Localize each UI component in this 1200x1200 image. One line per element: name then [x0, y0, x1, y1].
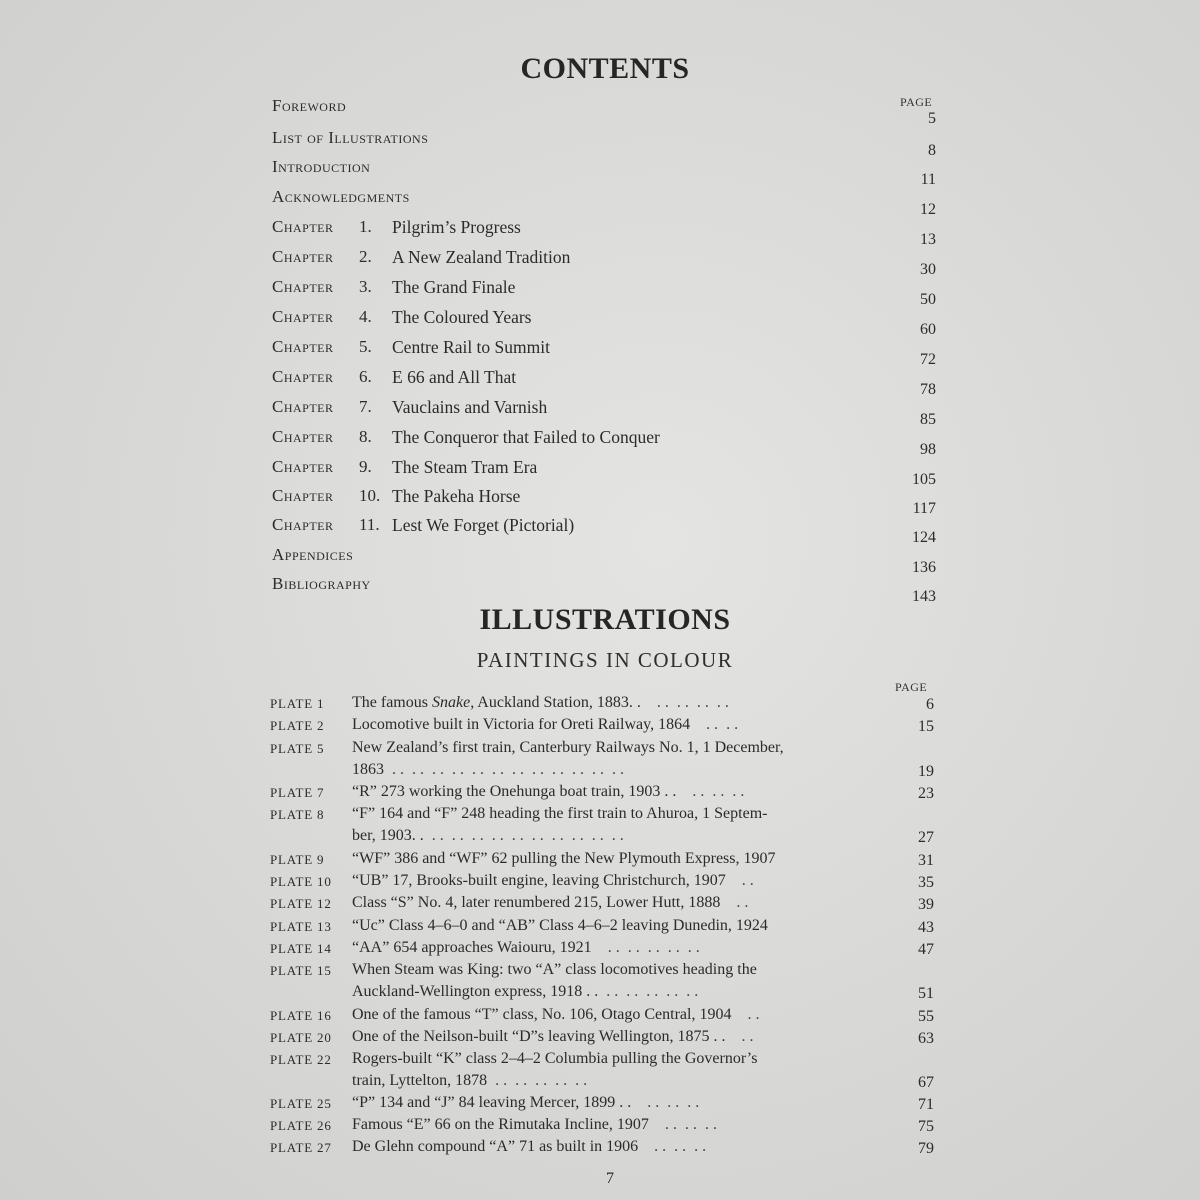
- plate-caption: “AA” 654 approaches Waiouru, 1921 . . . . . . . . . .: [352, 939, 700, 956]
- toc-page-number: 12: [920, 201, 936, 218]
- leader-dots: . .: [725, 1028, 754, 1045]
- plate-label: PLATE 16: [270, 1008, 332, 1023]
- illustrations-heading: ILLUSTRATIONS: [479, 603, 731, 636]
- toc-page-number: 8: [928, 142, 936, 159]
- plate-page-number: 71: [918, 1096, 934, 1113]
- plate-page-number: 67: [918, 1074, 934, 1091]
- plate-caption: New Zealand’s first train, Canterbury Railways No. 1, 1 December,: [352, 739, 784, 756]
- plate-caption: One of the famous “T” class, No. 106, Otago Central, 1904 . .: [352, 1006, 760, 1023]
- plate-page-number: 39: [918, 896, 934, 913]
- toc-chapter-number: 3.: [359, 277, 372, 296]
- contents-heading: CONTENTS: [520, 52, 690, 85]
- leader-dots: . . . . . .: [676, 783, 745, 800]
- leader-dots: . . . . . . . .: [640, 694, 729, 711]
- plate-caption: “WF” 386 and “WF” 62 pulling the New Plymouth Express, 1907: [352, 850, 776, 867]
- plate-label: PLATE 20: [270, 1030, 332, 1045]
- toc-entry-label: Chapter: [272, 367, 334, 386]
- toc-page-number: 11: [920, 171, 936, 188]
- plate-caption: “P” 134 and “J” 84 leaving Mercer, 1899 . . . . . . . .: [352, 1094, 700, 1111]
- contents-page-heading: PAGE: [900, 95, 933, 109]
- toc-chapter-title: Centre Rail to Summit: [392, 337, 550, 357]
- toc-page-number: 136: [912, 559, 936, 576]
- plate-page-number: 75: [918, 1118, 934, 1135]
- leader-dots: . . . .: [690, 716, 739, 733]
- toc-chapter-number: 6.: [359, 367, 372, 386]
- toc-page-number: 72: [920, 351, 936, 368]
- toc-entry-label: Chapter: [272, 217, 334, 236]
- plate-caption: “R” 273 working the Onehunga boat train, 1903 . . . . . . . .: [352, 783, 745, 800]
- plate-caption: “F” 164 and “F” 248 heading the first train to Ahuroa, 1 Septem-: [352, 805, 768, 822]
- plate-label: PLATE 9: [270, 852, 325, 867]
- plate-page-number: 35: [918, 874, 934, 891]
- toc-chapter-number: 7.: [359, 397, 372, 416]
- toc-page-number: 13: [920, 231, 936, 248]
- toc-page-number: 85: [920, 411, 936, 428]
- plate-page-number: 19: [918, 763, 934, 780]
- toc-page-number: 50: [920, 291, 936, 308]
- plate-page-number: 51: [918, 985, 934, 1002]
- plate-label: PLATE 27: [270, 1140, 332, 1155]
- plate-page-number: 27: [918, 829, 934, 846]
- plate-label: PLATE 1: [270, 696, 325, 711]
- leader-dots: . . . . . . . . . . . . . . . . . . . .: [423, 827, 624, 844]
- toc-entry-label: Introduction: [272, 157, 371, 176]
- toc-chapter-title: A New Zealand Tradition: [392, 247, 571, 267]
- plate-label: PLATE 10: [270, 874, 332, 889]
- toc-page-number: 117: [912, 500, 936, 517]
- plate-page-number: 15: [918, 718, 934, 735]
- toc-entry-label: Chapter: [272, 397, 334, 416]
- page-number: 7: [606, 1170, 614, 1187]
- plate-caption: De Glehn compound “A” 71 as built in 1906 . . . . . .: [352, 1138, 707, 1155]
- toc-chapter-number: 9.: [359, 457, 372, 476]
- leader-dots: . . . . . . . . . . . . . . . . . . . . . . . .: [384, 761, 624, 778]
- toc-page-number: 124: [912, 529, 936, 546]
- plate-page-number: 31: [918, 852, 934, 869]
- leader-dots: . . . . . .: [631, 1094, 700, 1111]
- toc-entry-label: Chapter: [272, 486, 334, 505]
- plate-page-number: 55: [918, 1008, 934, 1025]
- plate-page-number: 63: [918, 1030, 934, 1047]
- plate-label: PLATE 22: [270, 1052, 332, 1067]
- plate-label: PLATE 26: [270, 1118, 332, 1133]
- illustrations-page-heading: PAGE: [895, 680, 928, 694]
- plate-caption-continued: train, Lyttelton, 1878 . . . . . . . . . .: [352, 1072, 588, 1089]
- plate-label: PLATE 15: [270, 963, 332, 978]
- leader-dots: . .: [720, 894, 749, 911]
- toc-entry-label: Chapter: [272, 337, 334, 356]
- plate-caption: Famous “E” 66 on the Rimutaka Incline, 1907 . . . . . .: [352, 1116, 717, 1133]
- toc-entry-label: Chapter: [272, 457, 334, 476]
- plate-caption: When Steam was King: two “A” class locomotives heading the: [352, 961, 757, 978]
- toc-page-number: 30: [920, 261, 936, 278]
- leader-dots: . .: [731, 1006, 760, 1023]
- plate-label: PLATE 13: [270, 919, 332, 934]
- leader-dots: . . . . . . . . . .: [487, 1072, 588, 1089]
- toc-chapter-title: The Grand Finale: [392, 277, 516, 297]
- toc-entry-label: Chapter: [272, 277, 334, 296]
- plate-caption: One of the Neilson-built “D”s leaving Wellington, 1875 . . . .: [352, 1028, 754, 1045]
- plate-label: PLATE 14: [270, 941, 332, 956]
- toc-page-number: 143: [912, 588, 936, 605]
- toc-page-number: 60: [920, 321, 936, 338]
- plate-page-number: 23: [918, 785, 934, 802]
- toc-chapter-number: 11.: [359, 515, 380, 534]
- plate-caption: “UB” 17, Brooks-built engine, leaving Christchurch, 1907 . .: [352, 872, 754, 889]
- plate-caption: Class “S” No. 4, later renumbered 215, Lower Hutt, 1888 . .: [352, 894, 749, 911]
- toc-entry-label: Chapter: [272, 515, 334, 534]
- toc-chapter-title: E 66 and All That: [392, 367, 517, 387]
- plate-caption: Locomotive built in Victoria for Oreti Railway, 1864 . . . .: [352, 716, 739, 733]
- toc-entry-label: List of Illustrations: [272, 128, 429, 147]
- plate-label: PLATE 5: [270, 741, 325, 756]
- plate-label: PLATE 25: [270, 1096, 332, 1111]
- plate-label: PLATE 2: [270, 718, 325, 733]
- plate-page-number: 43: [918, 919, 934, 936]
- toc-entry-label: Chapter: [272, 427, 334, 446]
- leader-dots: . .: [725, 872, 754, 889]
- plate-page-number: 6: [926, 696, 934, 713]
- plate-page-number: 79: [918, 1140, 934, 1157]
- plate-label: PLATE 8: [270, 807, 325, 822]
- leader-dots: . . . . . .: [638, 1138, 707, 1155]
- plate-page-number: 47: [918, 941, 934, 958]
- toc-page-number: 78: [920, 381, 936, 398]
- toc-chapter-title: Lest We Forget (Pictorial): [392, 515, 575, 535]
- toc-entry-label: Chapter: [272, 307, 334, 326]
- toc-chapter-number: 1.: [359, 217, 372, 236]
- plate-label: PLATE 7: [270, 785, 325, 800]
- leader-dots: . . . . . .: [648, 1116, 717, 1133]
- paintings-subheading: PAINTINGS IN COLOUR: [476, 648, 734, 672]
- leader-dots: . . . . . . . . . .: [591, 939, 700, 956]
- toc-entry-label: Bibliography: [272, 574, 371, 593]
- toc-chapter-title: The Pakeha Horse: [392, 486, 521, 506]
- toc-chapter-title: Vauclains and Varnish: [392, 397, 548, 417]
- plate-caption: Rogers-built “K” class 2–4–2 Columbia pulling the Governor’s: [352, 1050, 758, 1067]
- toc-entry-label: Chapter: [272, 247, 334, 266]
- plate-caption-continued: Auckland-Wellington express, 1918 . . . . . . . . . . . .: [352, 983, 699, 1000]
- plate-label: PLATE 12: [270, 896, 332, 911]
- toc-chapter-title: The Steam Tram Era: [392, 457, 538, 477]
- toc-chapter-number: 5.: [359, 337, 372, 356]
- toc-page-number: 105: [912, 471, 936, 488]
- toc-page-number: 98: [920, 441, 936, 458]
- plate-caption-continued: ber, 1903. . . . . . . . . . . . . . . . . . . . . .: [352, 827, 624, 844]
- toc-chapter-number: 10.: [359, 486, 381, 505]
- plate-caption: The famous Snake, Auckland Station, 1883. . . . . . . . . .: [352, 694, 729, 711]
- leader-dots: . . . . . . . . . .: [598, 983, 699, 1000]
- toc-chapter-title: The Conqueror that Failed to Conquer: [392, 427, 660, 447]
- toc-chapter-number: 2.: [359, 247, 372, 266]
- plate-caption-continued: 1863 . . . . . . . . . . . . . . . . . . . . . . . .: [352, 761, 624, 778]
- toc-chapter-title: Pilgrim’s Progress: [392, 217, 521, 237]
- toc-entry-label: Acknowledgments: [272, 187, 410, 206]
- plate-caption: “Uc” Class 4–6–0 and “AB” Class 4–6–2 leaving Dunedin, 1924: [352, 917, 768, 934]
- toc-chapter-title: The Coloured Years: [392, 307, 532, 327]
- toc-page-number: 5: [928, 110, 936, 127]
- toc-entry-label: Foreword: [272, 96, 347, 115]
- toc-entry-label: Appendices: [272, 545, 354, 564]
- toc-chapter-number: 4.: [359, 307, 372, 326]
- toc-chapter-number: 8.: [359, 427, 372, 446]
